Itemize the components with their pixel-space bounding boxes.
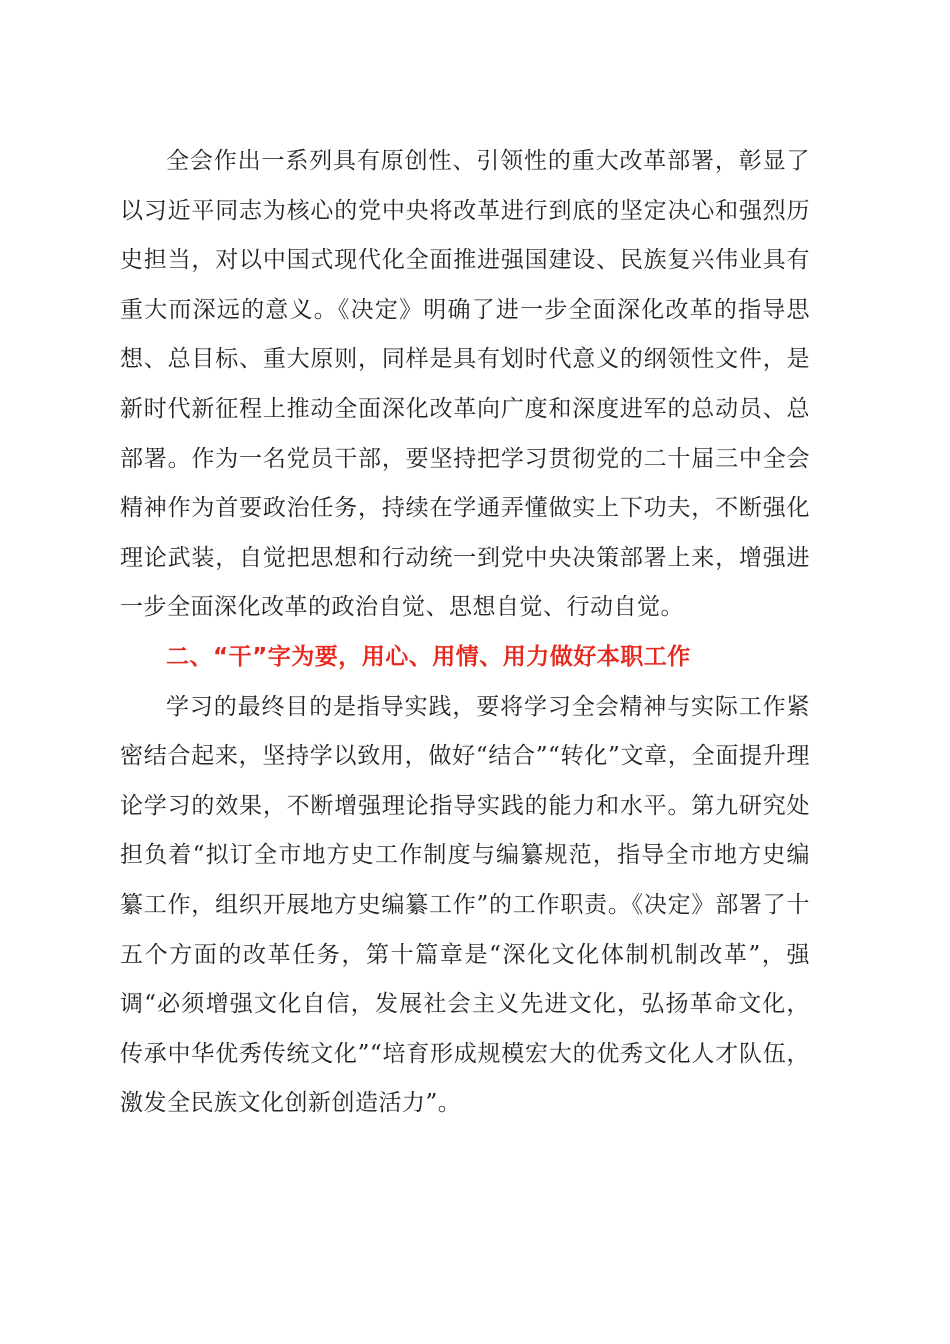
body-paragraph: 全会作出一系列具有原创性、引领性的重大改革部署，彰显了以习近平同志为核心的党中央将改革进行到底的坚定决心和强烈历史担当，对以中国式现代化全面推进强国建设、民族复兴伟业具有重大而深远的意义。《决定》明确了进一步全面深化改革的指导思想、总目标、重大原则，同样是具有划时代意义的纲领性文件，是新时代新征程上推动全面深化改革向广度和深度进军的总动员、总部署。作为一名党员干部，要坚持把学习贯彻党的二十届三中全会精神作为首要政治任务，持续在学通弄懂做实上下功夫，不断强化理论武装，自觉把思想和行动统一到党中央决策部署上来，增强进一步全面深化改革的政治自觉、思想自觉、行动自觉。 bbox=[120, 148, 810, 621]
document-body bbox=[120, 137, 810, 1129]
section-heading: 二、“干”字为要，用心、用情、用力做好本职工作 bbox=[166, 643, 691, 670]
body-paragraph: 学习的最终目的是指导实践，要将学习全会精神与实际工作紧密结合起来，坚持学以致用，做好“结合”“转化”文章，全面提升理论学习的效果，不断增强理论指导实践的能力和水平。第九研究处担负着“拟订全市地方史工作制度与编纂规范，指导全市地方史编纂工作，组织开展地方史编纂工作”的工作职责。《决定》部署了十五个方面的改革任务，第十篇章是“深化文化体制机制改革”，强调“必须增强文化自信，发展社会主义先进文化，弘扬革命文化，传承中华优秀传统文化”“培育形成规模宏大的优秀文化人才队伍，激发全民族文化创新创造活力”。 bbox=[120, 693, 810, 1117]
